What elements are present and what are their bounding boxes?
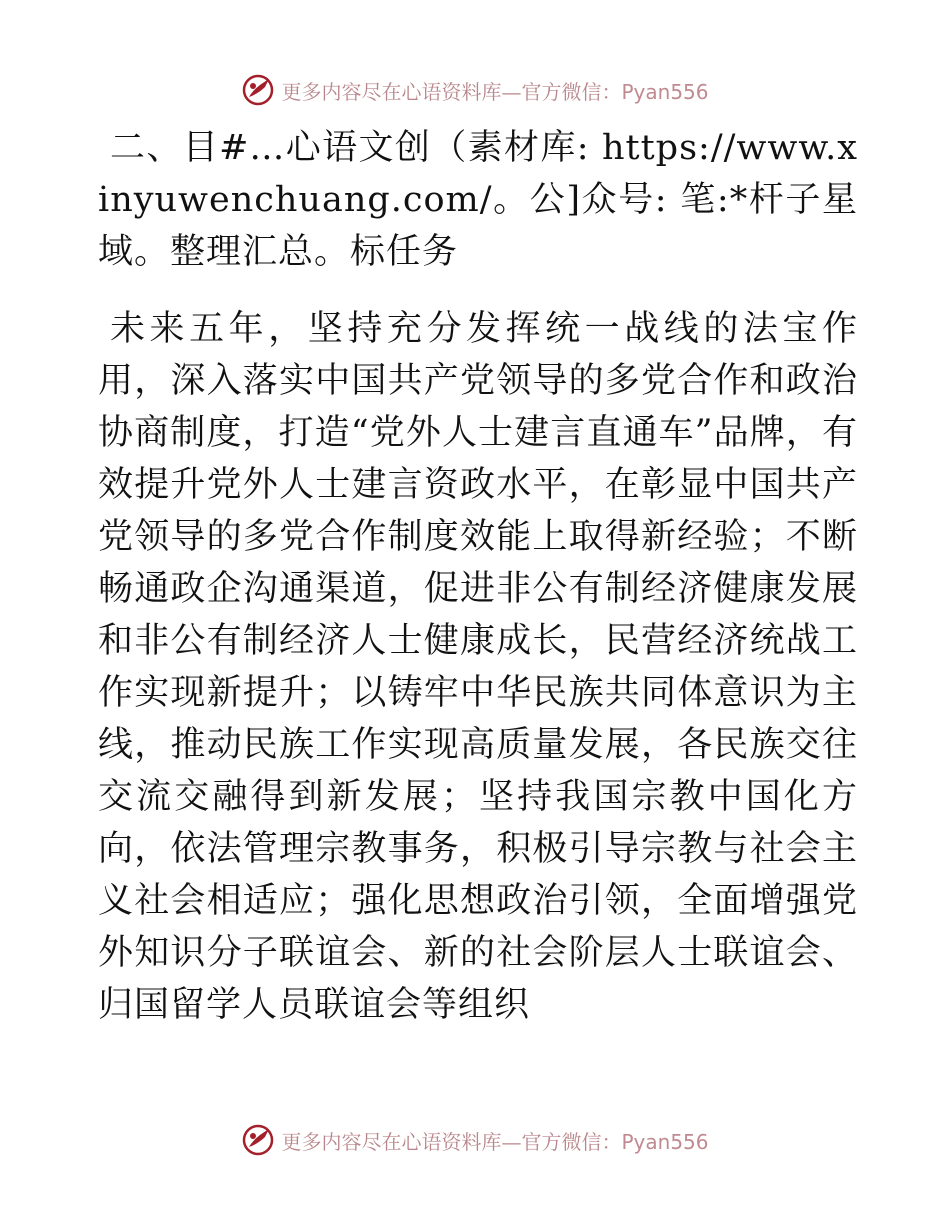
banner-wechat-label: 官方微信： bbox=[521, 79, 622, 104]
body-paragraph: 未来五年，坚持充分发挥统一战线的法宝作用，深入落实中国共产党领导的多党合作和政治协商制度，打造“党外人士建言直通车”品牌，有效提升党外人士建言资政水平，在彰显中国共产党领导的多党合作制度效能上取得新经验；不断畅通政企沟通渠道，促进非公有制经济健康发展和非公有制经济人士健康成长，民营经济统战工作实现新提升；以铸牢中华民族共同体意识为主线，推动民族工作实现高质量发展，各民族交往交流交融得到新发展；坚持我国宗教中国化方向，依法管理宗教事务，积极引导宗教与社会主义社会相适应；强化思想政治引领，全面增强党外知识分子联谊会、新的社会阶层人士联谊会、归国留学人员联谊会等组织 bbox=[98, 309, 858, 1025]
footer-watermark-banner bbox=[0, 1120, 950, 1160]
brand-logo-icon bbox=[241, 73, 275, 107]
brand-logo-icon bbox=[241, 1123, 275, 1157]
banner-separator: — bbox=[501, 1129, 522, 1154]
banner-title: 更多内容尽在心语资料库 bbox=[281, 1129, 502, 1154]
section-heading: 二、目#…心语文创（素材库: https://www.xinyuwenchuang.com/。公]众号: 笔:*杆子星域。整理汇总。标任务 bbox=[98, 128, 858, 272]
document-body bbox=[98, 122, 858, 1031]
banner-title: 更多内容尽在心语资料库 bbox=[281, 79, 502, 104]
banner-text bbox=[281, 1126, 708, 1155]
header-watermark-banner bbox=[0, 70, 950, 110]
banner-text bbox=[281, 76, 708, 105]
banner-separator: — bbox=[501, 79, 522, 104]
banner-wechat-label: 官方微信： bbox=[521, 1129, 622, 1154]
banner-wechat-id: Pyan556 bbox=[621, 1129, 709, 1154]
banner-wechat-id: Pyan556 bbox=[621, 79, 709, 104]
